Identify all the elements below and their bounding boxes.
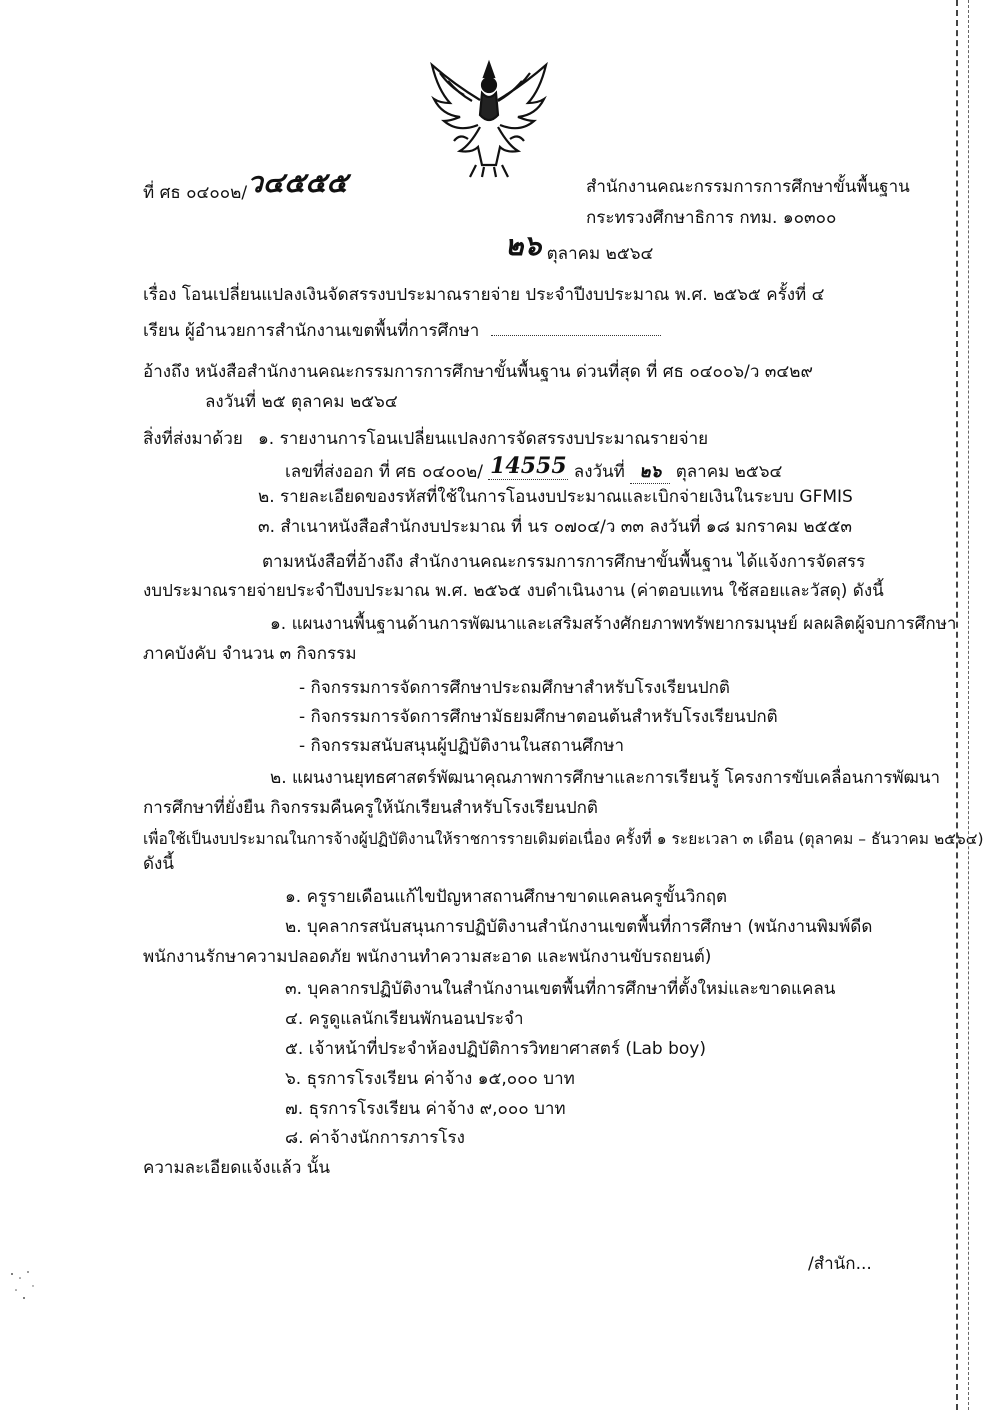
purpose-line-1: เพื่อใช้เป็นงบประมาณในการจ้างผู้ปฏิบัติงานให้ราชการรายเดิมต่อเนื่อง ครั้งที่ ๑ ระยะเวลา ๓ เดือน (ตุลาคม – ธันวาคม ๒๕๖๔): [143, 830, 984, 848]
date-month-year: ตุลาคม ๒๕๖๔: [546, 244, 654, 264]
reference-line-1: อ้างถึง หนังสือสำนักงานคณะกรรมการการศึกษาขั้นพื้นฐาน ด่วนที่สุด ที่ ศธ ๐๔๐๐๖/ว ๓๔๒๙: [143, 362, 813, 382]
office-line-2: กระทรวงศึกษาธิการ กทม. ๑๐๓๐๐: [586, 208, 837, 228]
enclosure-1-number-handwritten: 14555: [490, 453, 567, 479]
plan-1-line-1: ๑. แผนงานพื้นฐานด้านการพัฒนาและเสริมสร้างศักยภาพทรัพยากรมนุษย์ ผลผลิตผู้จบการศึกษา: [270, 614, 957, 634]
to-line: [143, 320, 661, 342]
continuation-marker: /สำนัก...: [808, 1254, 872, 1274]
body-p1-line-1: ตามหนังสือที่อ้างถึง สำนักงานคณะกรรมการการศึกษาขั้นพื้นฐาน ได้แจ้งการจัดสรร: [262, 552, 866, 572]
enclosure-1-line-2: [285, 453, 783, 484]
scan-edge-line: [956, 0, 958, 1410]
plan-2-line-1: ๒. แผนงานยุทธศาสตร์พัฒนาคุณภาพการศึกษาและการเรียนรู้ โครงการขับเคลื่อนการพัฒนา: [270, 768, 941, 788]
letter-date: [505, 229, 654, 266]
to-text: เรียน ผู้อำนวยการสำนักงานเขตพื้นที่การศึกษา: [143, 321, 480, 341]
activity-item: - กิจกรรมสนับสนุนผู้ปฏิบัติงานในสถานศึกษา: [299, 736, 625, 756]
list-item: ๔. ครูดูแลนักเรียนพักนอนประจำ: [285, 1009, 524, 1029]
activity-item: - กิจกรรมการจัดการศึกษามัธยมศึกษาตอนต้นสำหรับโรงเรียนปกติ: [299, 707, 778, 727]
closing-line: ความละเอียดแจ้งแล้ว นั้น: [143, 1158, 331, 1178]
list-item: ๖. ธุรการโรงเรียน ค่าจ้าง ๑๕,๐๐๐ บาท: [285, 1069, 575, 1089]
subject-line: เรื่อง โอนเปลี่ยนแปลงเงินจัดสรรงบประมาณรายจ่าย ประจำปีงบประมาณ พ.ศ. ๒๕๖๕ ครั้งที่ ๔: [143, 285, 825, 305]
list-item: ๗. ธุรการโรงเรียน ค่าจ้าง ๙,๐๐๐ บาท: [285, 1099, 566, 1119]
scan-edge-line: [968, 0, 969, 1410]
purpose-line-2: ดังนี้: [143, 854, 174, 874]
garuda-emblem: [420, 55, 558, 180]
enclosure-1-month-year: ตุลาคม ๒๕๖๔: [675, 462, 783, 482]
ref-number-line: [143, 166, 348, 205]
list-item: ๒. บุคลากรสนับสนุนการปฏิบัติงานสำนักงานเขตพื้นที่การศึกษา (พนักงานพิมพ์ดีด: [285, 917, 873, 937]
enclosure-1-line-1: ๑. รายงานการโอนเปลี่ยนแปลงการจัดสรรงบประมาณรายจ่าย: [258, 429, 709, 449]
list-item: ๓. บุคลากรปฏิบัติงานในสำนักงานเขตพื้นที่การศึกษาที่ตั้งใหม่และขาดแคลน: [285, 979, 836, 999]
body-p1-line-2: งบประมาณรายจ่ายประจำปีงบประมาณ พ.ศ. ๒๕๖๕ งบดำเนินงาน (ค่าตอบแทน ใช้สอยและวัสดุ) ดังนี้: [143, 581, 884, 601]
ref-number-handwritten: ว๔๕๕๕: [247, 166, 348, 199]
scan-specks: [8, 1268, 38, 1308]
plan-1-line-2: ภาคบังคับ จำนวน ๓ กิจกรรม: [143, 644, 357, 664]
enclosure-1-ref: เลขที่ส่งออก ที่ ศธ ๐๔๐๐๒/: [285, 462, 483, 482]
office-line-1: สำนักงานคณะกรรมการการศึกษาขั้นพื้นฐาน: [586, 177, 910, 197]
enclosure-1-day-handwritten: ๒๖: [630, 461, 670, 484]
plan-2-line-2: การศึกษาที่ยั่งยืน กิจกรรมคืนครูให้นักเรียนสำหรับโรงเรียนปกติ: [143, 798, 598, 818]
list-item: ๕. เจ้าหน้าที่ประจำห้องปฏิบัติการวิทยาศาสตร์ (Lab boy): [285, 1039, 706, 1059]
enclosures-label: สิ่งที่ส่งมาด้วย: [143, 429, 243, 449]
activity-item: - กิจกรรมการจัดการศึกษาประถมศึกษาสำหรับโรงเรียนปกติ: [299, 678, 730, 698]
ref-prefix: ที่ ศธ ๐๔๐๐๒/: [143, 183, 248, 203]
list-item: ๑. ครูรายเดือนแก้ไขปัญหาสถานศึกษาขาดแคลนครูขั้นวิกฤต: [285, 887, 728, 907]
list-item-continuation: พนักงานรักษาความปลอดภัย พนักงานทำความสะอาด และพนักงานขับรถยนต์): [143, 947, 712, 967]
to-blank: [491, 335, 661, 336]
enclosure-1-date-label: ลงวันที่: [573, 462, 625, 482]
enclosure-3: ๓. สำเนาหนังสือสำนักงบประมาณ ที่ นร ๐๗๐๔/ว ๓๓ ลงวันที่ ๑๘ มกราคม ๒๕๕๓: [258, 517, 852, 537]
reference-line-2: ลงวันที่ ๒๕ ตุลาคม ๒๕๖๔: [205, 392, 398, 412]
list-item: ๘. ค่าจ้างนักการภารโรง: [285, 1128, 465, 1148]
enclosure-2: ๒. รายละเอียดของรหัสที่ใช้ในการโอนงบประมาณและเบิกจ่ายเงินในระบบ GFMIS: [258, 487, 853, 507]
date-day-handwritten: ๒๖: [505, 229, 542, 262]
